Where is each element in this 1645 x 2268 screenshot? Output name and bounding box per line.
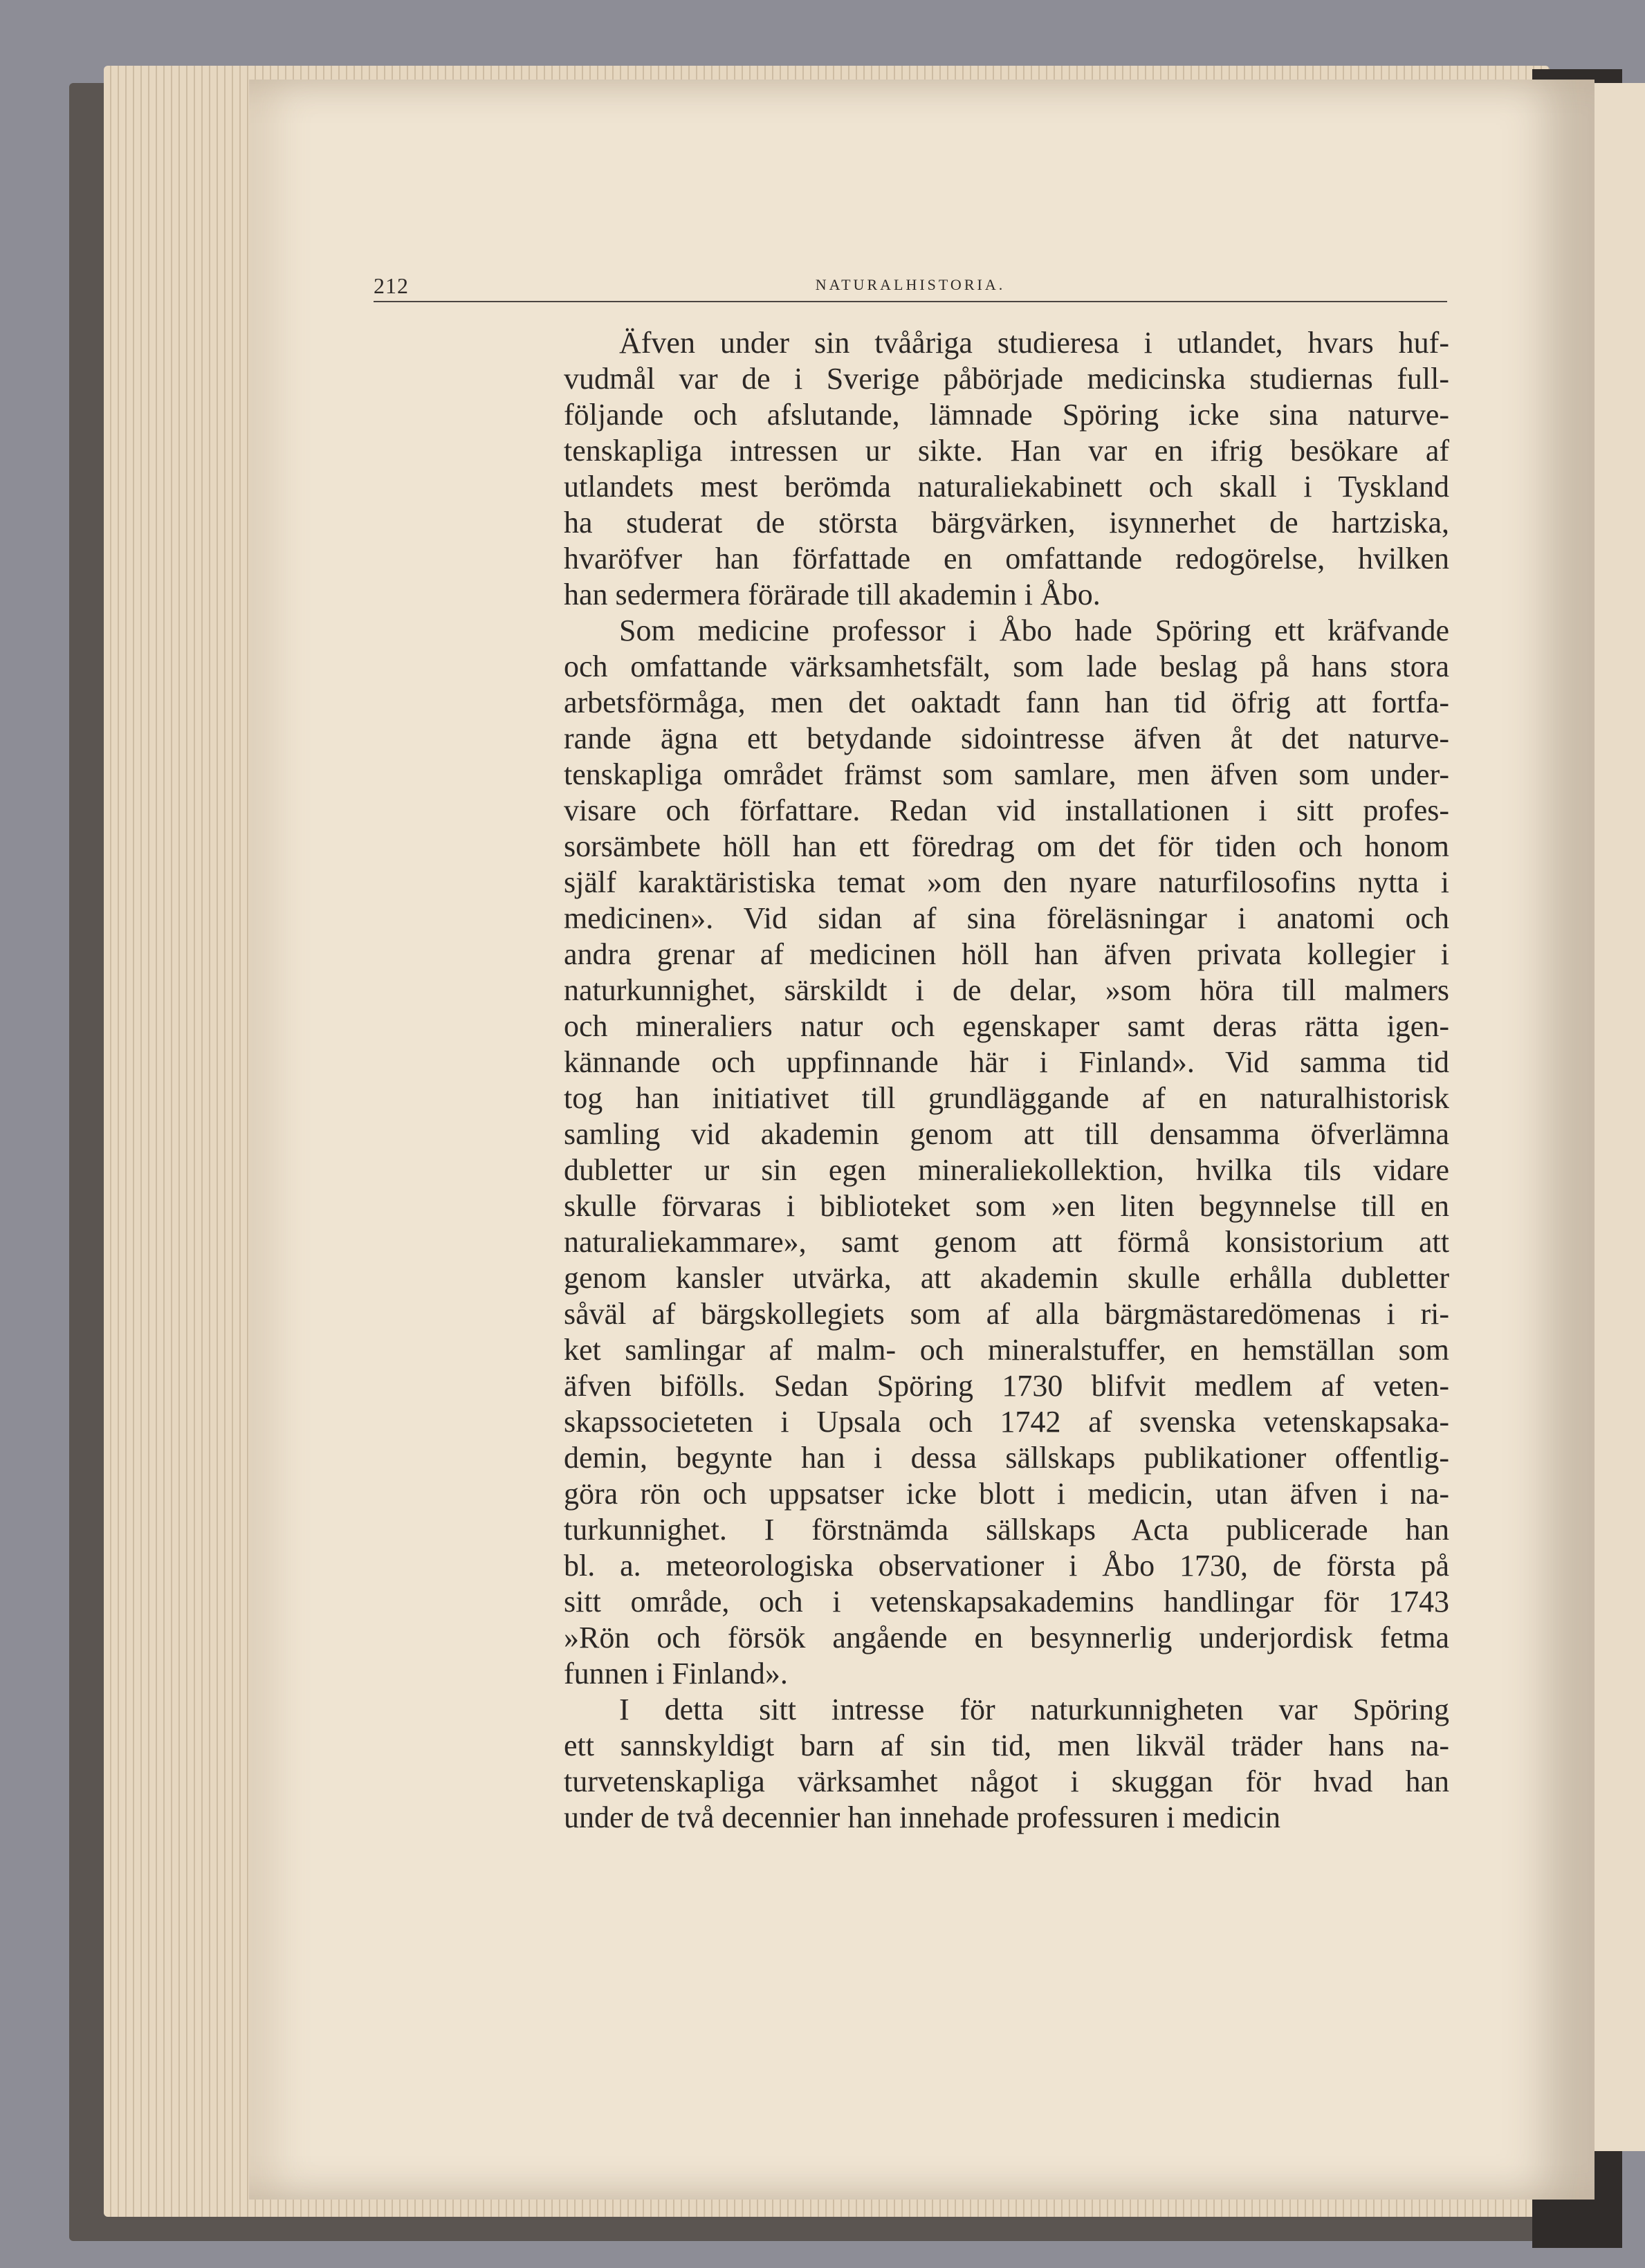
text-line: demin, begynte han i dessa sällskaps publikationer offentlig- xyxy=(564,1441,1449,1475)
text-line: arbetsförmåga, men det oaktadt fann han tid öfrig att fortfa- xyxy=(564,685,1449,719)
text-line: ket samlingar af malm- och mineralstuffer, en hemställan som xyxy=(564,1333,1449,1367)
text-line: skulle förvaras i biblioteket som »en liten begynnelse till en xyxy=(564,1189,1449,1223)
text-line: följande och afslutande, lämnade Spöring icke sina naturve- xyxy=(564,398,1449,432)
text-line: turvetenskapliga värksamhet något i skuggan för hvad han xyxy=(564,1764,1449,1798)
text-line: funnen i Finland». xyxy=(564,1657,788,1690)
paragraph xyxy=(564,613,1449,1692)
text-line: han sedermera förärade till akademin i Åbo. xyxy=(564,578,1101,611)
text-line: vudmål var de i Sverige påbörjade medicinska studiernas full- xyxy=(564,362,1449,396)
text-line: utlandets mest berömda naturaliekabinett och skall i Tyskland xyxy=(564,470,1449,504)
text-line: och omfattande värksamhetsfält, som lade beslag på hans stora xyxy=(564,649,1449,683)
text-line: dubletter ur sin egen mineraliekollektion, hvilka tils vidare xyxy=(564,1153,1449,1187)
facing-page-edge xyxy=(1591,83,1645,2151)
text-line: visare och författare. Redan vid installationen i sitt profes- xyxy=(564,793,1449,827)
text-line: äfven bifölls. Sedan Spöring 1730 blifvit medlem af veten- xyxy=(564,1369,1449,1403)
text-line: sorsämbete höll han ett föredrag om det för tiden och honom xyxy=(564,829,1449,863)
text-line: tenskapliga intressen ur sikte. Han var en ifrig besökare af xyxy=(564,434,1449,468)
text-line: tog han initiativet till grundläggande af en naturalhistorisk xyxy=(564,1081,1449,1115)
text-line: under de två decennier han innehade professuren i medicin xyxy=(564,1800,1281,1834)
paragraph xyxy=(564,1692,1449,1836)
text-line: rande ägna ett betydande sidointresse äfven åt det naturve- xyxy=(564,721,1449,755)
text-line: »Rön och försök angående en besynnerlig underjordisk fetma xyxy=(564,1621,1449,1654)
running-head xyxy=(374,273,1447,302)
page-number: 212 xyxy=(374,273,409,298)
text-line: genom kansler utvärka, att akademin skulle erhålla dubletter xyxy=(564,1261,1449,1295)
text-line: själf karaktäristiska temat »om den nyare naturfilosofins nytta i xyxy=(564,865,1449,899)
text-line: Äfven under sin tvååriga studieresa i utlandet, hvars huf- xyxy=(619,326,1449,360)
text-line: Som medicine professor i Åbo hade Spöring ett kräfvande xyxy=(619,614,1449,647)
text-line: samling vid akademin genom att till densamma öfverlämna xyxy=(564,1117,1449,1151)
text-line: medicinen». Vid sidan af sina föreläsningar i anatomi och xyxy=(564,901,1449,935)
running-head-title: NATURALHISTORIA. xyxy=(815,276,1006,293)
text-line: hvaröfver han författade en omfattande redogörelse, hvilken xyxy=(564,542,1449,575)
text-line: skapssocieteten i Upsala och 1742 af svenska vetenskapsaka- xyxy=(564,1405,1449,1439)
paragraph xyxy=(564,325,1449,613)
text-line: kännande och uppfinnande här i Finland». Vid samma tid xyxy=(564,1045,1449,1079)
text-line: sitt område, och i vetenskapsakademins handlingar för 1743 xyxy=(564,1585,1449,1619)
text-line: göra rön och uppsatser icke blott i medicin, utan äfven i na- xyxy=(564,1477,1449,1511)
text-line: och mineraliers natur och egenskaper samt deras rätta igen- xyxy=(564,1009,1449,1043)
text-line: ett sannskyldigt barn af sin tid, men likväl träder hans na- xyxy=(564,1728,1449,1762)
text-line: såväl af bärgskollegiets som af alla bärgmästaredömenas i ri- xyxy=(564,1297,1449,1331)
text-line: naturaliekammare», samt genom att förmå konsistorium att xyxy=(564,1225,1449,1259)
text-line: naturkunnighet, särskildt i de delar, »som höra till malmers xyxy=(564,973,1449,1007)
text-line: tenskapliga området främst som samlare, men äfven som under- xyxy=(564,757,1449,791)
text-line: I detta sitt intresse för naturkunnigheten var Spöring xyxy=(619,1693,1449,1726)
body-text xyxy=(564,325,1449,1836)
text-line: turkunnighet. I förstnämda sällskaps Acta publicerade han xyxy=(564,1513,1449,1547)
text-line: bl. a. meteorologiska observationer i Åbo 1730, de första på xyxy=(564,1549,1449,1583)
text-line: andra grenar af medicinen höll han äfven privata kollegier i xyxy=(564,937,1449,971)
text-line: ha studerat de största bärgvärken, isynnerhet de hartziska, xyxy=(564,506,1449,540)
